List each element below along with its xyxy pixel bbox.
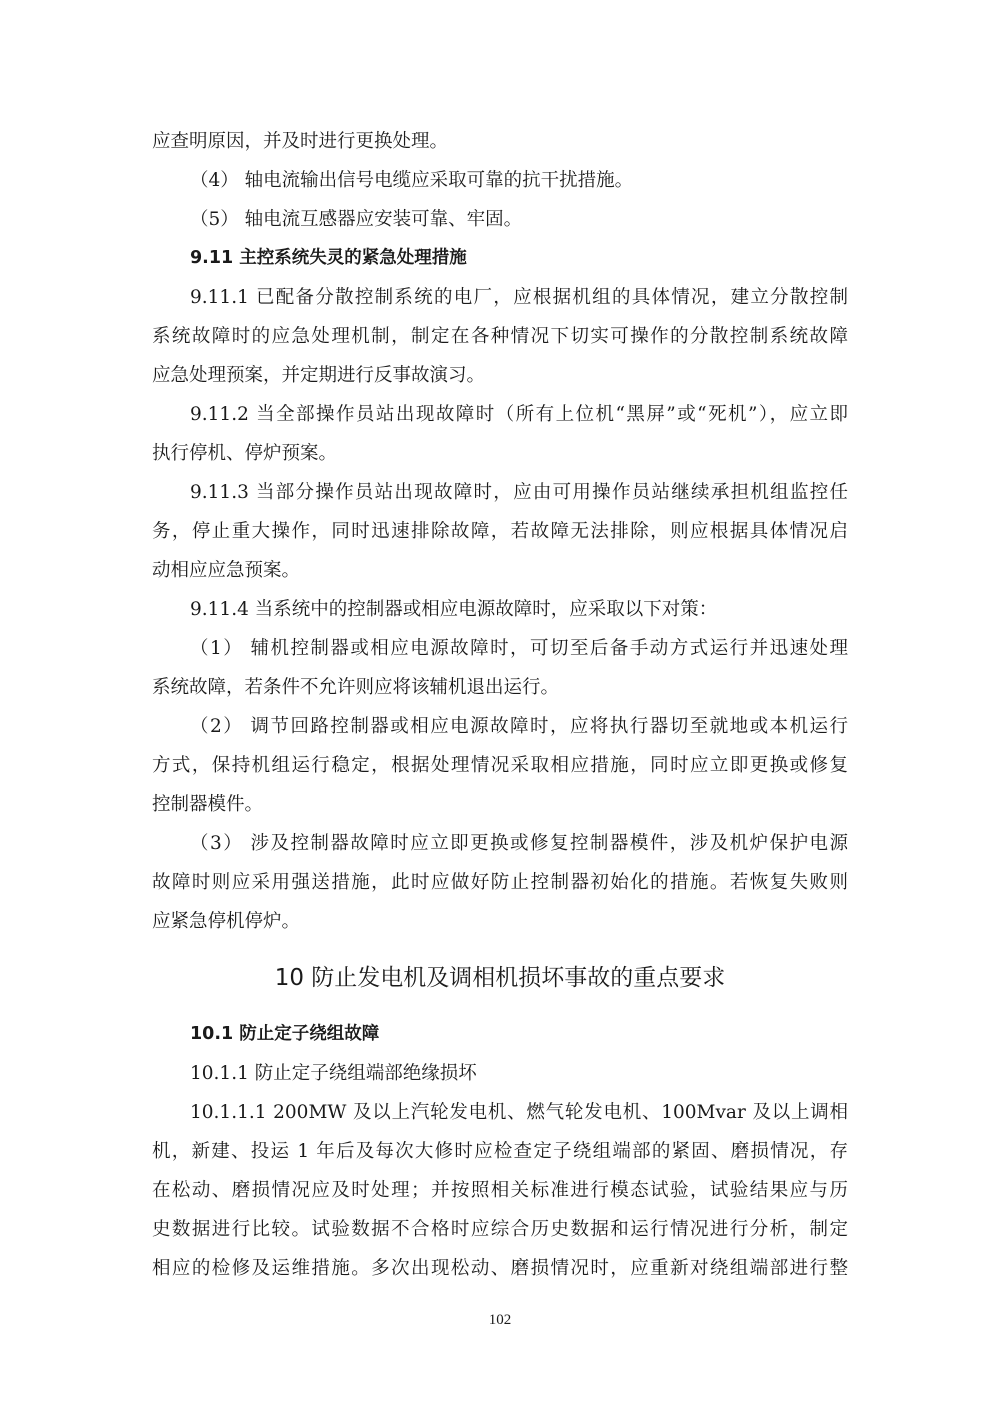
section-heading-10-1: 10.1 防止定子绕组故障 (190, 1024, 380, 1044)
paragraph-line: 在松动、磨损情况应及时处理；并按照相关标准进行模态试验，试验结果应与历 (152, 1180, 848, 1201)
list-item-5: （5） 轴电流互感器应安装可靠、牢固。 (190, 209, 523, 230)
paragraph-line: 史数据进行比较。试验数据不合格时应综合历史数据和运行情况进行分析，制定 (152, 1219, 848, 1240)
paragraph-line: 方式，保持机组运行稳定，根据处理情况采取相应措施，同时应立即更换或修复 (152, 755, 848, 776)
chapter-title: 10 防止发电机及调相机损坏事故的重点要求 (274, 965, 726, 991)
paragraph-line: 应查明原因，并及时进行更换处理。 (152, 131, 449, 152)
paragraph-line: 9.11.1 已配备分散控制系统的电厂，应根据机组的具体情况，建立分散控制 (190, 287, 848, 308)
document-body (152, 122, 848, 1288)
paragraph-line: 控制器模件。 (152, 794, 264, 815)
paragraph-line: 应紧急停机停炉。 (152, 911, 301, 932)
page-number: 102 (488, 1312, 512, 1328)
paragraph-line: 9.11.2 当全部操作员站出现故障时（所有上位机“黑屏”或“死机”），应立即 (190, 404, 848, 425)
paragraph-line: 动相应应急预案。 (152, 560, 301, 581)
section-heading-9-11: 9.11 主控系统失灵的紧急处理措施 (190, 248, 467, 268)
paragraph-line: 应急处理预案，并定期进行反事故演习。 (152, 365, 486, 386)
paragraph-line: 务，停止重大操作，同时迅速排除故障，若故障无法排除，则应根据具体情况启 (152, 521, 848, 542)
paragraph-line: 系统故障，若条件不允许则应将该辅机退出运行。 (152, 677, 560, 698)
paragraph-line: 相应的检修及运维措施。多次出现松动、磨损情况时，应重新对绕组端部进行整 (152, 1258, 848, 1279)
paragraph-line: 故障时则应采用强送措施，此时应做好防止控制器初始化的措施。若恢复失败则 (152, 872, 848, 893)
paragraph-line: 系统故障时的应急处理机制，制定在各种情况下切实可操作的分散控制系统故障 (152, 326, 848, 347)
list-item-3: （3） 涉及控制器故障时应立即更换或修复控制器模件，涉及机炉保护电源 (190, 833, 848, 854)
subsection-heading-10-1-1: 10.1.1 防止定子绕组端部绝缘损坏 (190, 1063, 477, 1084)
list-item-2: （2） 调节回路控制器或相应电源故障时，应将执行器切至就地或本机运行 (190, 716, 848, 737)
paragraph-line: 9.11.3 当部分操作员站出现故障时，应由可用操作员站继续承担机组监控任 (190, 482, 848, 503)
paragraph-line: 机，新建、投运 1 年后及每次大修时应检查定子绕组端部的紧固、磨损情况，存 (152, 1141, 848, 1162)
paragraph-line: 9.11.4 当系统中的控制器或相应电源故障时，应采取以下对策： (190, 599, 718, 620)
list-item-1: （1） 辅机控制器或相应电源故障时，可切至后备手动方式运行并迅速处理 (190, 638, 848, 659)
paragraph-line: 执行停机、停炉预案。 (152, 443, 338, 464)
paragraph-line: 10.1.1.1 200MW 及以上汽轮发电机、燃气轮发电机、100Mvar 及以上调相 (190, 1102, 848, 1123)
list-item-4: （4） 轴电流输出信号电缆应采取可靠的抗干扰措施。 (190, 170, 634, 191)
